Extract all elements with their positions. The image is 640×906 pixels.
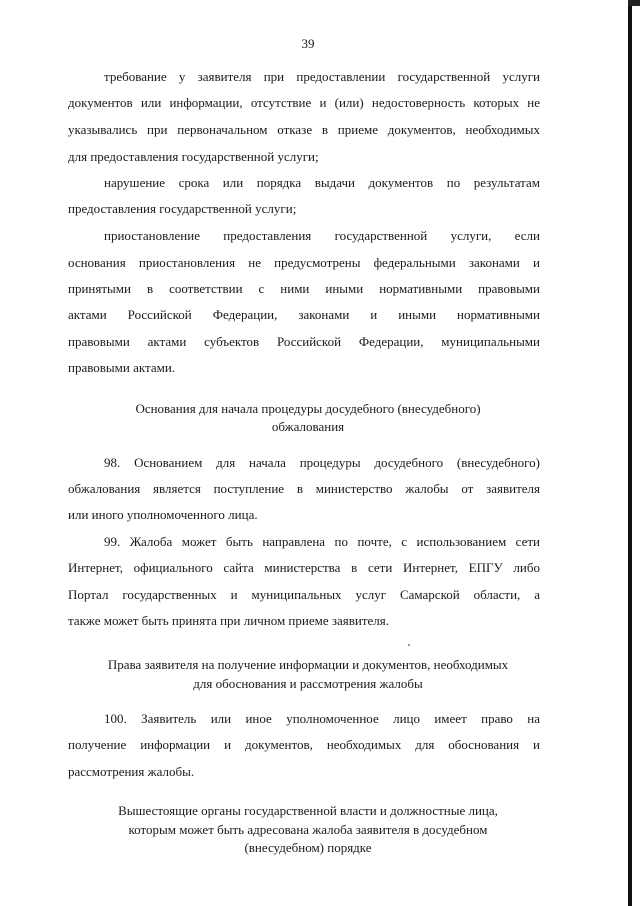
- paragraph-line: документов или информации, отсутствие и (или) недостоверность которых не: [68, 95, 540, 110]
- paragraph-line: или иного уполномоченного лица.: [68, 507, 258, 522]
- section-heading: Права заявителя на получение информации и документов, необходимых: [107, 657, 509, 672]
- paragraph-line: получение информации и документов, необходимых для обоснования и: [68, 737, 540, 752]
- scan-speck: [408, 644, 410, 646]
- paragraph-line: 99. Жалоба может быть направлена по почте, с использованием сети: [104, 534, 540, 549]
- paragraph-line: обжалования является поступление в министерство жалобы от заявителя: [68, 481, 540, 496]
- section-heading: Вышестоящие органы государственной власти и должностные лица,: [118, 803, 498, 818]
- paragraph-line: Интернет, официального сайта министерства в сети Интернет, ЕПГУ либо: [68, 560, 540, 575]
- section-heading: для обоснования и рассмотрения жалобы: [193, 676, 423, 691]
- section-heading: Основания для начала процедуры досудебного (внесудебного): [135, 401, 481, 416]
- paragraph-line: рассмотрения жалобы.: [68, 764, 195, 779]
- paragraph-line: Портал государственных и муниципальных услуг Самарской области, а: [68, 587, 540, 602]
- paragraph-line: 100. Заявитель или иное уполномоченное лицо имеет право на: [104, 711, 540, 726]
- paragraph-line: приостановление предоставления государственной услуги, если: [104, 228, 540, 243]
- page-number: 39: [301, 36, 315, 51]
- paragraph-line: 98. Основанием для начала процедуры досудебного (внесудебного): [104, 455, 540, 470]
- section-heading: которым может быть адресована жалоба заявителя в досудебном: [128, 822, 488, 837]
- paragraph-line: указывались при первоначальном отказе в приеме документов, необходимых: [68, 122, 540, 137]
- paragraph-line: принятыми в соответствии с ними иными нормативными правовыми: [68, 281, 540, 296]
- scan-edge-mark: [628, 0, 640, 6]
- paragraph-line: нарушение срока или порядка выдачи документов по результатам: [104, 175, 540, 190]
- section-heading: обжалования: [271, 419, 345, 434]
- paragraph-line: актами Российской Федерации, законами и иными нормативными: [68, 307, 540, 322]
- paragraph-line: также может быть принята при личном приеме заявителя.: [68, 613, 390, 628]
- paragraph-line: правовыми актами.: [68, 360, 176, 375]
- paragraph-line: для предоставления государственной услуги;: [68, 149, 319, 164]
- paragraph-line: требование у заявителя при предоставлении государственной услуги: [104, 69, 540, 84]
- paragraph-line: основания приостановления не предусмотрены федеральными законами и: [68, 255, 540, 270]
- scan-edge-line: [628, 0, 632, 906]
- paragraph-line: правовыми актами субъектов Российской Федерации, муниципальными: [68, 334, 540, 349]
- paragraph-line: предоставления государственной услуги;: [68, 201, 297, 216]
- section-heading: (внесудебном) порядке: [244, 840, 372, 855]
